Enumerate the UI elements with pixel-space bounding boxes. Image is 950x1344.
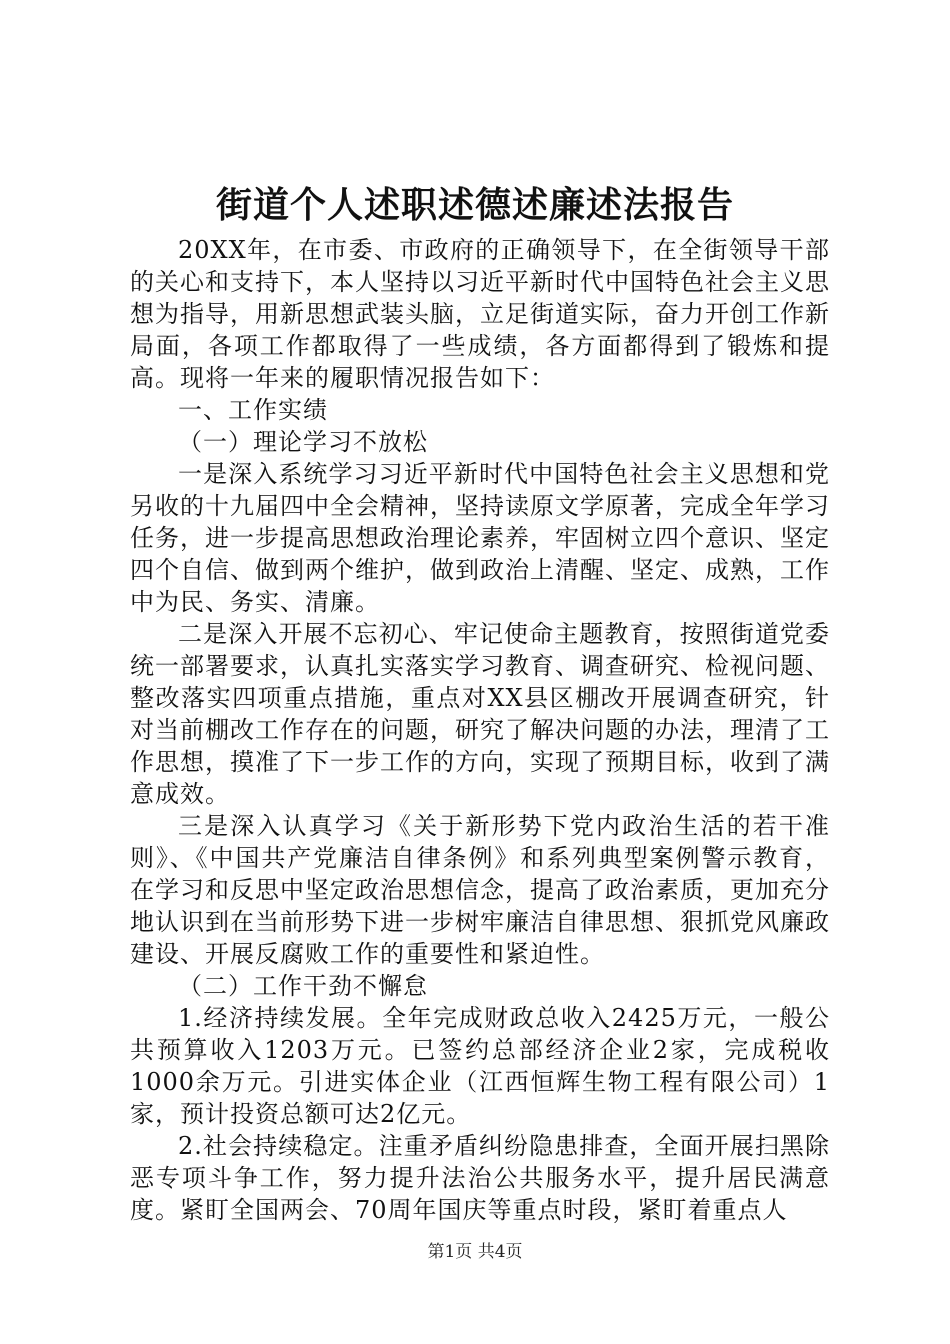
- subsection-heading-theory-study: （一）理论学习不放松: [178, 428, 428, 456]
- paragraph-economy: 1.经济持续发展。全年完成财政总收入2425万元，一般公共预算收入1203万元。已签约总部经济企业2家，完成税收1000余万元。引进实体企业（江西恒辉生物工程有限公司）1家，预计投资总额可达2亿元。: [130, 1004, 830, 1128]
- paragraph-study-item-3: 三是深入认真学习《关于新形势下党内政治生活的若干准则》、《中国共产党廉洁自律条例》和系列典型案例警示教育，在学习和反思中坚定政治思想信念，提高了政治素质，更加充分地认识到在当前形势下进一步树牢廉洁自律思想、狠抓党风廉政建设、开展反腐败工作的重要性和紧迫性。: [130, 812, 830, 968]
- paragraph-study-item-2: 二是深入开展不忘初心、牢记使命主题教育，按照街道党委统一部署要求，认真扎实落实学习教育、调查研究、检视问题、整改落实四项重点措施，重点对XX县区棚改开展调查研究，针对当前棚改工作存在的问题，研究了解决问题的办法，理清了工作思想，摸准了下一步工作的方向，实现了预期目标，收到了满意成效。: [130, 620, 830, 808]
- paragraph-study-item-1: 一是深入系统学习习近平新时代中国特色社会主义思想和党另收的十九届四中全会精神，坚持读原文学原著，完成全年学习任务，进一步提高思想政治理论素养，牢固树立四个意识、坚定四个自信、做到两个维护，做到政治上清醒、坚定、成熟，工作中为民、务实、清廉。: [130, 460, 830, 616]
- page-number-footer: 第1页 共4页: [427, 1242, 523, 1262]
- document-body: [130, 234, 830, 1226]
- section-heading-work-results: 一、工作实绩: [178, 396, 328, 424]
- paragraph-intro: 20XX年，在市委、市政府的正确领导下，在全街领导干部的关心和支持下，本人坚持以习近平新时代中国特色社会主义思想为指导，用新思想武装头脑，立足街道实际，奋力开创工作新局面，各项工作都取得了一些成绩，各方面都得到了锻炼和提高。现将一年来的履职情况报告如下：: [130, 236, 830, 392]
- paragraph-social-stability: 2.社会持续稳定。注重矛盾纠纷隐患排查，全面开展扫黑除恶专项斗争工作，努力提升法治公共服务水平，提升居民满意度。紧盯全国两会、70周年国庆等重点时段，紧盯着重点人: [130, 1132, 830, 1224]
- subsection-heading-work-drive: （二）工作干劲不懈怠: [178, 972, 428, 1000]
- document-title: 街道个人述职述德述廉述法报告: [215, 184, 734, 226]
